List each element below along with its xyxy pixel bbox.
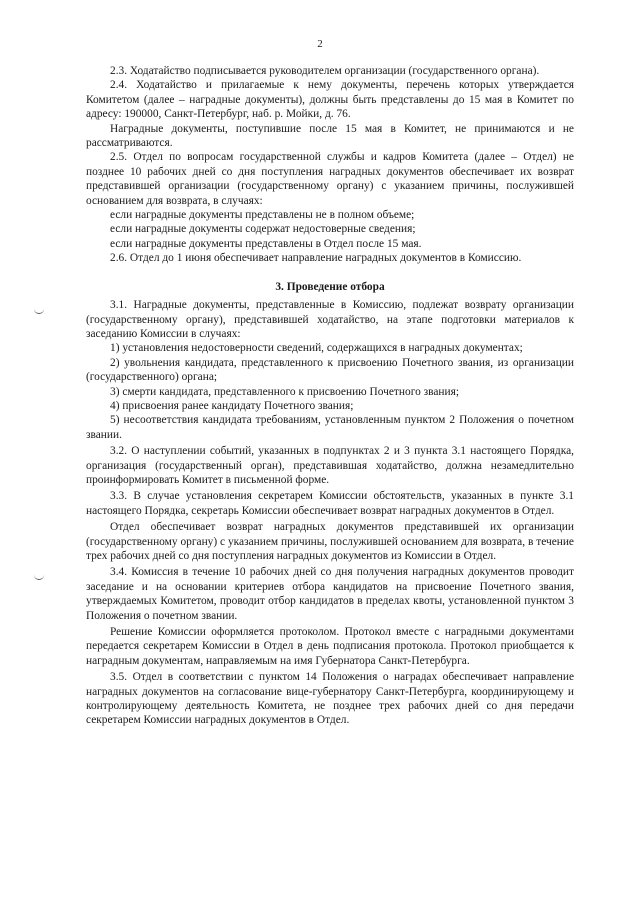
paragraph-2-3: 2.3. Ходатайство подписывается руководителем организации (государственного органа).	[110, 65, 540, 77]
margin-mark-lower	[34, 575, 44, 580]
paragraph-2-6: 2.6. Отдел до 1 июня обеспечивает направление наградных документов в Комиссию.	[110, 252, 522, 265]
paragraph-3-5: 3.5. Отдел в соответствии с пунктом 14 Положения о наградах обеспечивает направление наградных документов на согласование вице-губернатору Санкт-Петербурга, координирующему и контролирующему деятельность Комитета, не позднее трех рабочих дней со дня передачи секретарем Комиссии наградных документов в Отдел.	[86, 671, 574, 727]
list-item: 1) установления недостоверности сведений, содержащихся в наградных документах;	[110, 342, 523, 355]
list-item: 5) несоответствия кандидата требованиям, установленным пунктом 2 Положения о почетном звании.	[86, 414, 574, 441]
paragraph-3-4: 3.4. Комиссия в течение 10 рабочих дней со дня получения наградных документов проводит заседание и на основании критериев отбора кандидатов на присвоение Почетного звания, утверждаемых Комитетом, проводит отбор кандидатов в пределах квоты, установленной пунктом 3 Положения о почетном звании.	[86, 566, 574, 622]
case-item: если наградные документы содержат недостоверные сведения;	[110, 223, 416, 236]
paragraph-3-2: 3.2. О наступлении событий, указанных в подпунктах 2 и 3 пункта 3.1 настоящего Порядка, организация (государственный орган), представившая ходатайство, должна незамедлительно проинформировать Комитет в письменной форме.	[86, 445, 574, 486]
paragraph-3-4-note: Решение Комиссии оформляется протоколом. Протокол вместе с наградными документами передается секретарем Комиссии в Отдел в день подписания протокола. Протокол приобщается к наградным документам, направляемым на имя Губернатора Санкт-Петербурга.	[86, 626, 574, 667]
list-item: 3) смерти кандидата, представленного к присвоению Почетного звания;	[110, 385, 460, 398]
margin-mark-upper	[34, 309, 44, 314]
section-heading: 3. Проведение отбора	[275, 280, 385, 293]
paragraph-3-3: 3.3. В случае установления секретарем Комиссии обстоятельств, указанных в пункте 3.1 настоящего Порядка, секретарь Комиссии обеспечивает возврат наградных документов в Отдел.	[86, 490, 574, 517]
list-item: 4) присвоения ранее кандидату Почетного звания;	[110, 399, 354, 412]
document-body	[86, 64, 574, 728]
paragraph-3-1: 3.1. Наградные документы, представленные в Комиссию, подлежат возврату организации (государственному органу), представившей ходатайство, на этапе подготовки материалов к заседанию Комиссии в случаях:	[86, 299, 574, 340]
list-item: 2) увольнения кандидата, представленного к присвоению Почетного звания, из организации (государственного) органа;	[86, 356, 574, 384]
paragraph-2-4: 2.4. Ходатайство и прилагаемые к нему документы, перечень которых утверждается Комитетом (далее – наградные документы), должны быть представлены до 15 мая в Комитет по адресу: 190000, Санкт-Петербург, наб. р. Мойки, д. 76.	[86, 79, 574, 121]
paragraph-3-3-note: Отдел обеспечивает возврат наградных документов представившей их организации (государственному органу) с указанием причины, послужившей основанием для возврата, в течение трех рабочих дней со дня поступления наградных документов из Комиссии в Отдел.	[86, 521, 574, 562]
paragraph-2-5: 2.5. Отдел по вопросам государственной службы и кадров Комитета (далее – Отдел) не позднее 10 рабочих дней со дня поступления наградных документов обеспечивает их возврат представившей организации (государственному органу) с указанием причины, послужившей основанием для возврата, в случаях:	[86, 151, 574, 207]
case-item: если наградные документы представлены в Отдел после 15 мая.	[110, 237, 422, 250]
paragraph-2-4-note: Наградные документы, поступившие после 15 мая в Комитет, не принимаются и не рассматриваются.	[86, 122, 574, 150]
page-number: 2	[317, 38, 323, 50]
case-item: если наградные документы представлены не в полном объеме;	[110, 209, 415, 222]
